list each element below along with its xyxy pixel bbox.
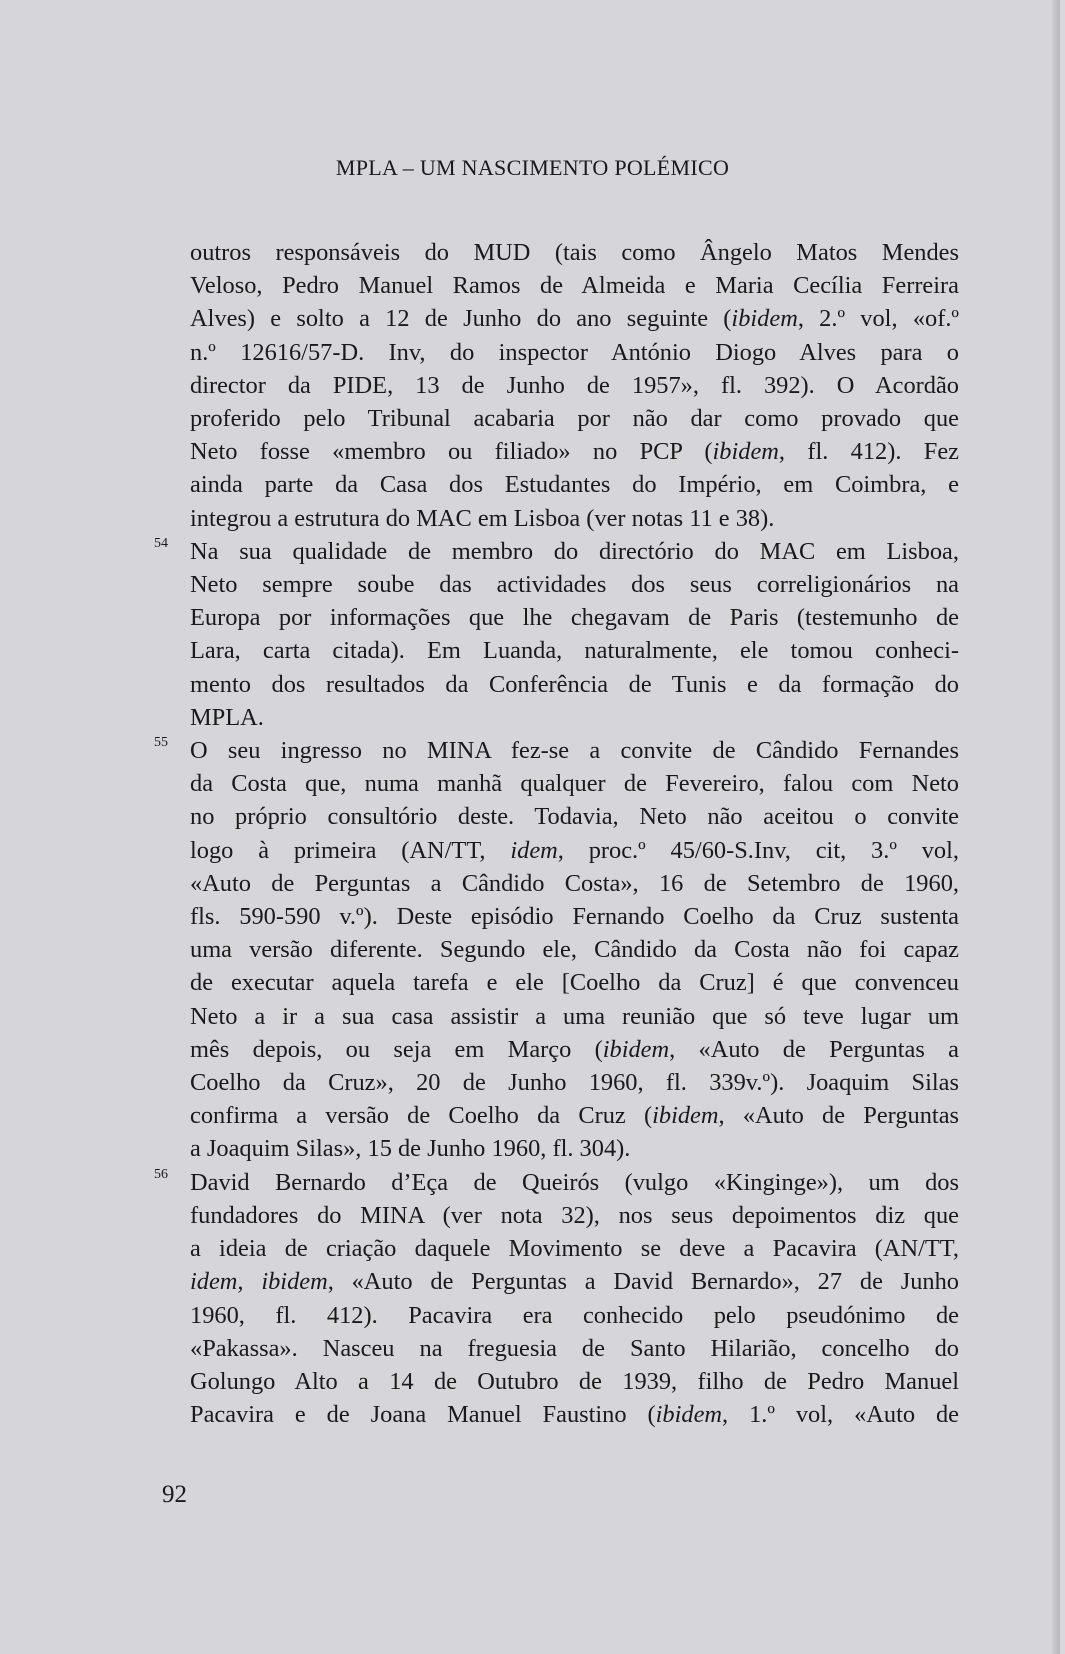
footnote-text — [154, 236, 960, 1431]
text-line: «Auto de Perguntas a Cândido Costa», 16 de Setembro de 1960, — [190, 869, 959, 897]
page-number: 92 — [162, 1481, 187, 1508]
running-head: MPLA – UM NASCIMENTO POLÉMICO — [335, 155, 730, 180]
text-line: logo à primeira (AN/TT, idem, proc.º 45/60-S.Inv, cit, 3.º vol, — [190, 836, 959, 864]
page-edge — [1052, 0, 1060, 1654]
footnote-54 — [154, 535, 959, 734]
text-line: outros responsáveis do MUD (tais como Ângelo Matos Mendes — [190, 239, 959, 266]
text-line: Pacavira e de Joana Manuel Faustino (ibidem, 1.º vol, «Auto de — [190, 1401, 960, 1429]
text-line: Neto sempre soube das actividades dos seus correligionários na — [190, 571, 959, 599]
text-line: director da PIDE, 13 de Junho de 1957», fl. 392). O Acordão — [190, 371, 959, 399]
text-line: 1960, fl. 412). Pacavira era conhecido pelo pseudónimo de — [190, 1301, 959, 1329]
text-line: O seu ingresso no MINA fez-se a convite de Cândido Fernandes — [190, 737, 959, 765]
text-line: confirma a versão de Coelho da Cruz (ibidem, «Auto de Perguntas — [190, 1102, 960, 1130]
text-line: a ideia de criação daquele Movimento se deve a Pacavira (AN/TT, — [190, 1235, 959, 1263]
footnote-56 — [154, 1166, 960, 1432]
text-line: uma versão diferente. Segundo ele, Cândido da Costa não foi capaz — [190, 936, 959, 964]
text-line: Golungo Alto a 14 de Outubro de 1939, filho de Pedro Manuel — [190, 1367, 959, 1395]
text-line: n.º 12616/57-D. Inv, do inspector António Diogo Alves para o — [190, 338, 959, 366]
text-line: a Joaquim Silas», 15 de Junho 1960, fl. 304). — [190, 1135, 631, 1163]
text-line: Neto fosse «membro ou filiado» no PCP (ibidem, fl. 412). Fez — [190, 438, 959, 466]
text-line: Neto a ir a sua casa assistir a uma reunião que só teve lugar um — [190, 1002, 959, 1030]
text-line: no próprio consultório deste. Todavia, Neto não aceitou o convite — [190, 803, 959, 831]
note-continuation — [190, 236, 959, 535]
text-line: Europa por informações que lhe chegavam de Paris (testemunho de — [190, 604, 959, 632]
text-line: mento dos resultados da Conferência de Tunis e da formação do — [190, 670, 959, 698]
text-line: MPLA. — [190, 703, 264, 731]
text-line: Lara, carta citada). Em Luanda, naturalmente, ele tomou conheci- — [190, 637, 959, 665]
text-line: ainda parte da Casa dos Estudantes do Império, em Coimbra, e — [190, 471, 959, 499]
text-line: integrou a estrutura do MAC em Lisboa (ver notas 11 e 38). — [190, 504, 775, 532]
text-line: Na sua qualidade de membro do directório do MAC em Lisboa, — [190, 537, 959, 565]
text-line: idem, ibidem, «Auto de Perguntas a David Bernardo», 27 de Junho — [190, 1268, 959, 1296]
footnote-number: 56 — [154, 1166, 168, 1182]
text-line: da Costa que, numa manhã qualquer de Fevereiro, falou com Neto — [190, 770, 959, 798]
text-line: proferido pelo Tribunal acabaria por não dar como provado que — [190, 405, 959, 433]
text-line: Veloso, Pedro Manuel Ramos de Almeida e Maria Cecília Ferreira — [190, 272, 959, 300]
footnote-number: 54 — [154, 535, 168, 551]
text-line: mês depois, ou seja em Março (ibidem, «Auto de Perguntas a — [190, 1035, 959, 1063]
text-line: David Bernardo d’Eça de Queirós (vulgo «Kinginge»), um dos — [190, 1168, 959, 1196]
text-line: Coelho da Cruz», 20 de Junho 1960, fl. 339v.º). Joaquim Silas — [190, 1069, 959, 1097]
footnote-55 — [154, 734, 960, 1166]
text-line: Alves) e solto a 12 de Junho do ano seguinte (ibidem, 2.º vol, «of.º — [190, 305, 959, 333]
footnote-number: 55 — [154, 735, 168, 751]
text-line: fls. 590-590 v.º). Deste episódio Fernando Coelho da Cruz sustenta — [190, 903, 959, 931]
text-line: fundadores do MINA (ver nota 32), nos seus depoimentos diz que — [190, 1201, 959, 1229]
text-line: «Pakassa». Nasceu na freguesia de Santo Hilarião, concelho do — [190, 1334, 959, 1362]
text-line: de executar aquela tarefa e ele [Coelho da Cruz] é que convenceu — [190, 969, 959, 997]
